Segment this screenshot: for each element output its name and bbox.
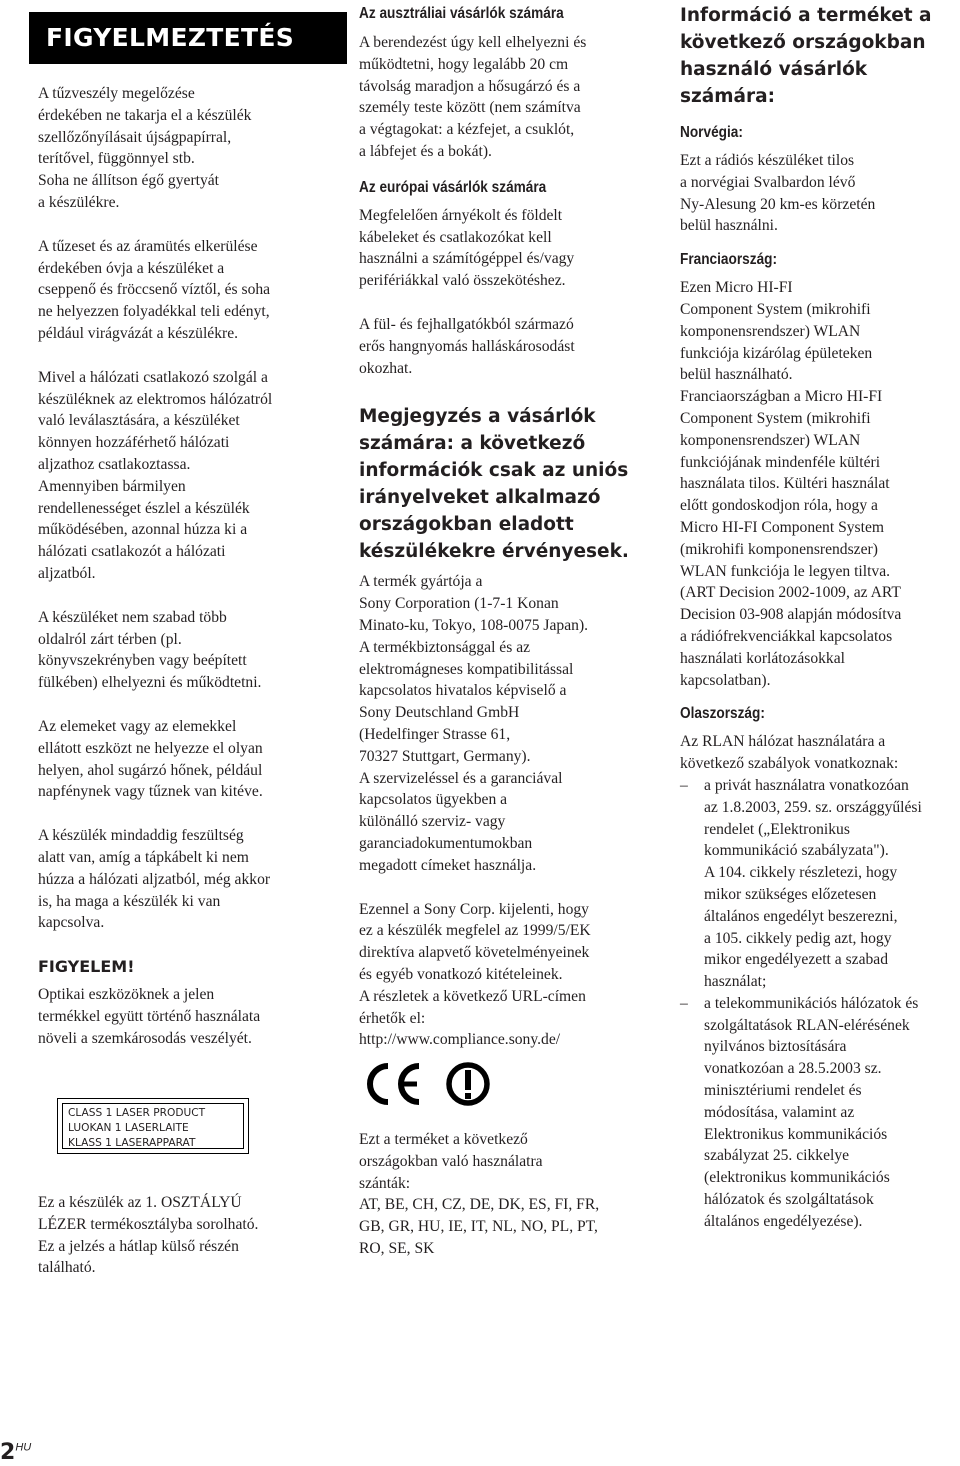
text-line: működtetni, hogy legalább 20 cm [359,55,569,73]
text-line: termékkel együtt történő használata [38,1007,261,1025]
text-line: http://www.compliance.sony.de/ [359,1031,561,1049]
text-line: A fül- és fejhallgatókból származó [359,315,574,333]
text-line: Sony Corporation (1-7-1 Konan [359,595,559,613]
text-line: például virágvázát a készülékre. [38,324,239,342]
text-line: szabályzat 25. cikkelye [704,1147,850,1165]
text-line: rendellenességet észlel a készülék [38,499,250,517]
text-line: szolgáltatások RLAN-elérésének [704,1016,910,1034]
text-line: Optikai eszközöknek a jelen [38,986,215,1004]
text-line: Információ a terméket a [680,5,932,26]
france-heading: Franciaország: [680,251,778,269]
text-line: perifériákkal való összekötéshez. [359,272,566,290]
text-line: 70327 Stuttgart, Germany). [359,747,531,765]
info-heading [680,2,960,110]
text-line: funkciója kizárólag épületeken [680,344,873,362]
text-line: is, ha maga a készülék ki van [38,892,221,910]
text-line: Elektronikus kommunikációs [704,1125,888,1143]
text-line: oldalról zárt térben (pl. [38,630,182,648]
text-line: helyen, ahol sugárzó hőnek, például [38,761,263,779]
text-line: kapcsolatos hivatalos képviselő a [359,682,567,700]
norway-paragraph [680,150,960,237]
text-line: mikor engedélyezett a szabad [704,951,889,969]
text-line: (mikrohifi komponensrendszer) [680,540,878,558]
text-line: a norvégiai Svalbardon lévő [680,173,856,191]
text-line: országokban való használatra [359,1152,543,1170]
text-line: következő szabályok vonatkoznak: [680,755,899,773]
text-line: Amennyiben bármilyen [38,477,186,495]
column-3 [680,2,960,1233]
countries-paragraph [359,1129,649,1260]
text-line: érdekében ne takarja el a készülék [38,106,252,124]
language-code: HU [15,1441,32,1454]
text-line: használó vásárlók számára: [680,59,868,107]
laser-class-paragraph [38,1192,328,1279]
text-line: A berendezést úgy kell elhelyezni és [359,34,587,51]
laser-note [38,1192,328,1279]
text-line: KLASS 1 LASERAPPARAT [68,1137,196,1150]
battery-heat-paragraph [38,716,328,803]
text-line: a rádiófrekvenciákkal kapcsolatos [680,627,893,645]
caution-heading: FIGYELEM! [38,957,135,977]
text-line: Franciaországban a Micro HI-FI [680,388,883,406]
text-line: Minato-ku, Tokyo, 108-0075 Japan). [359,616,589,634]
italy-list-item [680,993,960,1233]
text-line: húzza a hálózati aljzatból, még akkor [38,870,271,888]
text-line: az 1.8.2003, 259. sz. országgyűlési [704,798,922,816]
text-line: A tűzeset és az áramütés elkerülése [38,237,258,255]
text-line: különálló szerviz- vagy [359,813,506,831]
text-line: megadott címeket használja. [359,856,537,874]
alert-mark-icon [445,1061,491,1107]
text-line: szánták: [359,1174,411,1192]
text-line: aljzathoz csatlakoztassa. [38,455,191,473]
text-line: Az RLAN hálózat használatára a [680,733,886,751]
text-line: belül használható. [680,366,793,384]
text-line: készülékekre érvényesek. [359,541,629,563]
europe-paragraph [359,205,649,292]
text-line: garanciadokumentumokban [359,834,533,852]
text-line: rendelet („Elektronikus [704,820,850,838]
column-1 [38,83,328,1049]
text-line: irányelveket alkalmazó [359,487,601,509]
text-line: cseppenő és fröccsenő víztől, és soha [38,281,271,299]
text-line: Component System (mikrohifi [680,409,871,427]
text-line: szellőzőnyílásait újságpapírral, [38,128,232,146]
text-line: ne helyezzen folyadékkal teli edényt, [38,303,270,321]
text-line: belül használni. [680,217,778,235]
europe-heading: Az európai vásárlók számára [359,178,547,196]
text-line: (ART Decision 2002-1009, az ART [680,584,901,602]
text-line: A termék gyártója a [359,573,483,591]
text-line: távolság maradjon a hősugárzó és a [359,77,581,95]
text-line: készüléknek az elektromos hálózatról [38,390,273,408]
text-line: aljzatból. [38,564,96,582]
text-line: következő országokban [680,32,926,53]
text-line: vonatkozóan a 28.5.2003 sz. [704,1060,882,1078]
italy-list-item [680,775,960,993]
australia-paragraph [359,32,649,163]
fire-warning-paragraph [38,83,328,214]
list-dash: – [680,776,688,794]
text-line: és egyéb vonatkozó kitételeinek. [359,965,563,983]
text-line: Megjegyzés a vásárlók [359,406,596,428]
hearing-paragraph [359,314,649,379]
text-line: nyilvános biztosítására [704,1038,847,1056]
text-line: fülkében) elhelyezni és működtetni. [38,674,262,692]
eu-note-heading [359,403,649,565]
declaration-paragraph [359,899,649,1052]
page-number [0,1440,31,1465]
laser-class-label [57,1098,249,1154]
text-line: könnyen hozzáférhető hálózati [38,434,230,452]
text-line: Ezt a rádiós készüléket tilos [680,152,855,169]
warning-banner: FIGYELMEZTETÉS [29,12,347,64]
text-line: Megfelelően árnyékolt és földelt [359,206,563,224]
text-line: AT, BE, CH, CZ, DE, DK, ES, FI, FR, [359,1196,600,1214]
text-line: előtt gondoskodjon róla, hogy a [680,497,878,515]
text-line: növeli a szemkárosodás veszélyét. [38,1029,252,1047]
text-line: személy teste között (nem számítva [359,99,581,117]
text-line: számára: a következő [359,433,586,455]
text-line: a telekommunikációs hálózatok és [704,994,919,1012]
text-line: terítővel, függönnyel stb. [38,150,195,168]
text-line: általános engedélyt beszerezni, [704,907,898,925]
manufacturer-paragraph [359,571,649,876]
text-line: Ez a készülék az 1. OSZTÁLYÚ [38,1194,242,1211]
text-line: ez a készülék megfelel az 1999/5/EK [359,922,591,940]
text-line: (elektronikus kommunikációs [704,1169,890,1187]
text-line: LUOKAN 1 LASERLAITE [68,1122,189,1135]
text-line: CLASS 1 LASER PRODUCT [68,1107,206,1119]
text-line: található. [38,1259,96,1277]
text-line: okozhat. [359,359,413,377]
text-line: való leválasztására, a készüléket [38,412,240,430]
text-line: használata tilos. Kültéri használat [680,475,890,493]
text-line: Ny-Alesung 20 km-es körzetén [680,195,876,213]
text-line: a lábfejet és a bokát). [359,142,492,160]
text-line: kapcsolatos ügyekben a [359,791,508,809]
text-line: használati korlátozásokkal [680,649,845,667]
ce-mark-icon [359,1061,423,1107]
water-warning-paragraph [38,236,328,345]
text-line: Micro HI-FI Component System [680,518,885,536]
italy-heading: Olaszország: [680,705,765,723]
power-connected-paragraph [38,825,328,934]
text-line: erős hangnyomás halláskárosodást [359,337,575,355]
text-line: a privát használatra vonatkozóan [704,776,909,794]
italy-rule-public [704,993,918,1233]
conformity-marks [359,1061,649,1107]
text-line: elektromágneses kompatibilitással [359,660,574,678]
text-line: komponensrendszer) WLAN [680,431,861,449]
text-line: Soha ne állítson égő gyertyát [38,172,220,190]
australia-heading: Az ausztráliai vásárlók számára [359,5,564,22]
text-line: a 105. cikkely pedig azt, hogy [704,929,892,947]
enclosure-paragraph [38,607,328,694]
text-line: általános engedélyezése). [704,1212,863,1230]
text-line: Ez a jelzés a hátlap külső részén [38,1237,239,1255]
text-line: Mivel a hálózati csatlakozó szolgál a [38,368,268,386]
text-line: a végtagokat: a kézfejet, a csuklót, [359,121,575,139]
text-line: Sony Deutschland GmbH [359,704,520,722]
text-line: A részletek a következő URL-címen [359,987,586,1005]
text-line: WLAN funkciója le legyen tiltva. [680,562,891,580]
text-line: kommunikáció szabályzata"). [704,842,889,860]
text-line: működésében, azonnal húzza ki a [38,521,248,539]
text-line: Az elemeket vagy az elemekkel [38,717,237,735]
text-line: érhetők el: [359,1009,426,1027]
text-line: kapcsolva. [38,914,105,932]
text-line: A tűzveszély megelőzése [38,85,195,102]
mains-plug-paragraph [38,367,328,585]
italy-paragraph [680,731,960,775]
text-line: (Hedelfinger Strasse 61, [359,725,511,743]
column-2 [359,3,649,1260]
text-line: Decision 03-908 alapján módosítva [680,606,902,624]
text-line: komponensrendszer) WLAN [680,322,861,340]
text-line: Ezt a terméket a következő [359,1131,528,1149]
text-line: A készüléket nem szabad több [38,608,227,626]
text-line: A készülék mindaddig feszültség [38,827,244,845]
page-number-value: 2 [0,1440,16,1465]
text-line: hálózati csatlakozót a hálózati [38,543,226,561]
text-line: módosítása, valamint az [704,1103,855,1121]
italy-rule-private [704,775,922,993]
text-line: könyvszekrényben vagy beépített [38,652,247,670]
text-line: információk csak az uniós [359,460,629,482]
list-dash: – [680,994,688,1012]
text-line: érdekében óvja a készüléket a [38,259,225,277]
france-paragraph [680,277,960,691]
text-line: minisztériumi rendelet és [704,1082,862,1100]
text-line: GB, GR, HU, IE, IT, NL, NO, PL, PT, [359,1218,598,1236]
text-line: országokban eladott [359,514,574,536]
text-line: Ezennel a Sony Corp. kijelenti, hogy [359,900,589,918]
optical-caution-paragraph [38,984,328,1049]
laser-label-text [62,1103,244,1149]
text-line: direktíva alapvető követelményeinek [359,944,590,962]
text-line: Component System (mikrohifi [680,300,871,318]
text-line: funkciójának mindenféle kültéri [680,453,881,471]
text-line: használat; [704,973,767,991]
text-line: napfénynek vagy tűznek van kitéve. [38,783,263,801]
text-line: A 104. cikkely részletezi, hogy [704,864,898,882]
text-line: a készülékre. [38,193,120,211]
text-line: RO, SE, SK [359,1240,435,1258]
text-line: Ezen Micro HI-FI [680,279,793,297]
text-line: kapcsolatban). [680,671,771,689]
text-line: alatt van, amíg a tápkábelt ki nem [38,848,249,866]
text-line: A szervizeléssel és a garanciával [359,769,563,787]
text-line: ellátott eszközt ne helyezze el olyan [38,739,263,757]
text-line: kábeleket és csatlakozókat kell [359,228,552,246]
text-line: A termékbiztonsággal és az [359,638,531,656]
text-line: mikor szükséges előzetesen [704,885,877,903]
text-line: használni a számítógéppel és/vagy [359,250,575,268]
text-line: hálózatok és szolgáltatások [704,1191,874,1209]
text-line: LÉZER termékosztályba sorolható. [38,1215,259,1233]
norway-heading: Norvégia: [680,124,743,141]
